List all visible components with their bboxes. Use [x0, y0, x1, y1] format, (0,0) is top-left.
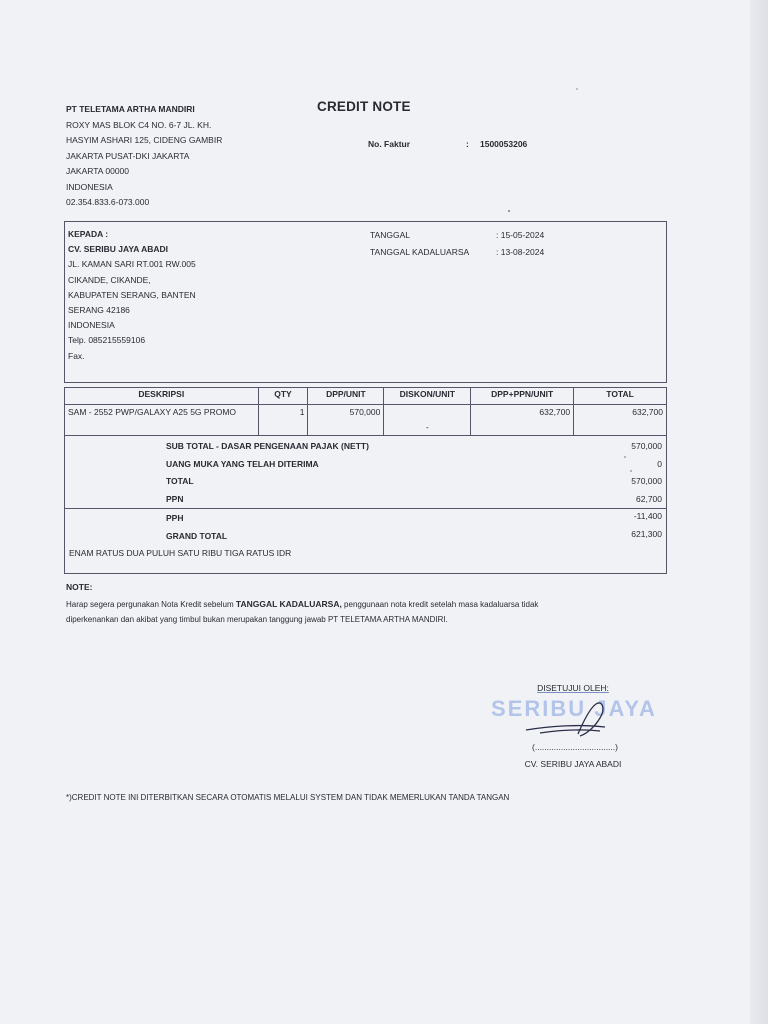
total-label: TOTAL — [166, 476, 194, 486]
col-header-qty: QTY — [258, 388, 308, 405]
faktur-colon: : — [466, 139, 469, 149]
totals-divider — [65, 508, 666, 509]
totals-box — [64, 436, 667, 574]
uang-muka-value: 0 — [657, 459, 662, 469]
signature-blank: (..................................) — [532, 742, 618, 752]
company-stamp: SERIBU JAYA — [491, 696, 657, 721]
recipient-line: SERANG 42186 — [68, 305, 130, 316]
issuer-name: PT TELETAMA ARTHA MANDIRI — [66, 104, 195, 114]
issuer-address-line: JAKARTA PUSAT-DKI JAKARTA — [66, 150, 190, 161]
issuer-address-line: ROXY MAS BLOK C4 NO. 6-7 JL. KH. — [66, 119, 212, 130]
issuer-address-line: HASYIM ASHARI 125, CIDENG GAMBIR — [66, 135, 223, 145]
sub-total-value: 570,000 — [631, 441, 662, 451]
note-text: Harap segera pergunakan Nota Kredit sebelum — [66, 600, 236, 609]
note-emphasis: TANGGAL KADALUARSA, — [235, 599, 342, 609]
recipient-heading: KEPADA : — [68, 229, 109, 239]
amount-in-words: ENAM RATUS DUA PULUH SATU RIBU TIGA RATUS IDR — [69, 548, 292, 558]
cell-dpp-unit: 570,000 — [308, 405, 384, 436]
note-line-1 — [66, 597, 666, 612]
col-header-total: TOTAL — [574, 388, 667, 405]
faktur-label: No. Faktur — [368, 139, 411, 149]
footer-disclaimer: *)CREDIT NOTE INI DITERBITKAN SECARA OTOMATIS MELALUI SYSTEM DAN TIDAK MEMERLUKAN TANDA TANGAN — [66, 793, 510, 802]
tanggal-label: TANGGAL — [370, 230, 410, 240]
recipient-line: CIKANDE, CIKANDE, — [68, 274, 151, 285]
col-header-dpp-ppn-unit: DPP+PPN/UNIT — [471, 388, 574, 405]
issuer-address-line: INDONESIA — [66, 181, 113, 192]
expiry-row — [370, 244, 670, 261]
pph-label: PPH — [166, 513, 184, 523]
table-header-row — [65, 388, 667, 405]
date-row — [370, 227, 670, 244]
kadaluarsa-value: : 13-08-2024 — [496, 247, 545, 257]
document-title: CREDIT NOTE — [317, 99, 411, 114]
issuer-tax-id: 02.354.833.6-073.000 — [66, 197, 150, 207]
faktur-number: 1500053206 — [480, 139, 528, 149]
items-table — [64, 387, 667, 436]
scan-speck — [630, 470, 632, 472]
recipient-line: INDONESIA — [68, 320, 115, 331]
pph-value: -11,400 — [633, 511, 662, 521]
date-block — [370, 227, 670, 261]
cell-qty: 1 — [258, 405, 308, 436]
recipient-fax: Fax. — [68, 350, 85, 361]
page-edge — [750, 0, 768, 1024]
table-row — [65, 405, 667, 436]
col-header-dpp-unit: DPP/UNIT — [308, 388, 384, 405]
recipient-line: JL. KAMAN SARI RT.001 RW.005 — [68, 259, 196, 270]
grand-total-value: 621,300 — [631, 529, 662, 539]
issuer-block — [66, 102, 222, 211]
note-title: NOTE: — [66, 582, 93, 592]
issuer-address-line: JAKARTA 00000 — [66, 166, 130, 176]
recipient-name: CV. SERIBU JAYA ABADI — [68, 244, 168, 255]
kadaluarsa-label: TANGGAL KADALUARSA — [370, 247, 470, 257]
signer-name: CV. SERIBU JAYA ABADI — [524, 759, 622, 769]
total-value: 570,000 — [631, 476, 662, 486]
uang-muka-label: UANG MUKA YANG TELAH DITERIMA — [166, 459, 319, 469]
col-header-diskon-unit: DISKON/UNIT — [384, 388, 471, 405]
scan-speck — [576, 88, 578, 90]
recipient-line: KABUPATEN SERANG, BANTEN — [68, 289, 196, 300]
cell-deskripsi: SAM - 2552 PWP/GALAXY A25 5G PROMO — [65, 405, 259, 436]
note-text: penggunaan nota kredit setelah masa kadaluarsa tidak — [341, 600, 539, 609]
cell-dpp-ppn-unit: 632,700 — [471, 405, 574, 436]
approved-by-label: DISETUJUI OLEH: — [537, 683, 609, 693]
ppn-value: 62,700 — [636, 494, 662, 504]
sub-total-label: SUB TOTAL - DASAR PENGENAAN PAJAK (NETT) — [166, 441, 369, 451]
ppn-label: PPN — [166, 494, 184, 504]
cell-total: 632,700 — [574, 405, 667, 436]
grand-total-label: GRAND TOTAL — [166, 531, 228, 541]
note-body — [66, 597, 666, 627]
scan-speck — [508, 210, 510, 212]
signature-scribble — [520, 700, 630, 740]
note-line-2: diperkenankan dan akibat yang timbul bukan merupakan tanggung jawab PT TELETAMA ARTHA MANDIRI. — [66, 615, 448, 624]
recipient-phone: Telp. 085215559106 — [68, 335, 146, 346]
recipient-block — [68, 227, 196, 364]
tanggal-value: : 15-05-2024 — [496, 230, 545, 240]
col-header-deskripsi: DESKRIPSI — [65, 388, 259, 405]
scan-speck — [624, 456, 626, 458]
cell-diskon-unit: - — [384, 405, 471, 436]
